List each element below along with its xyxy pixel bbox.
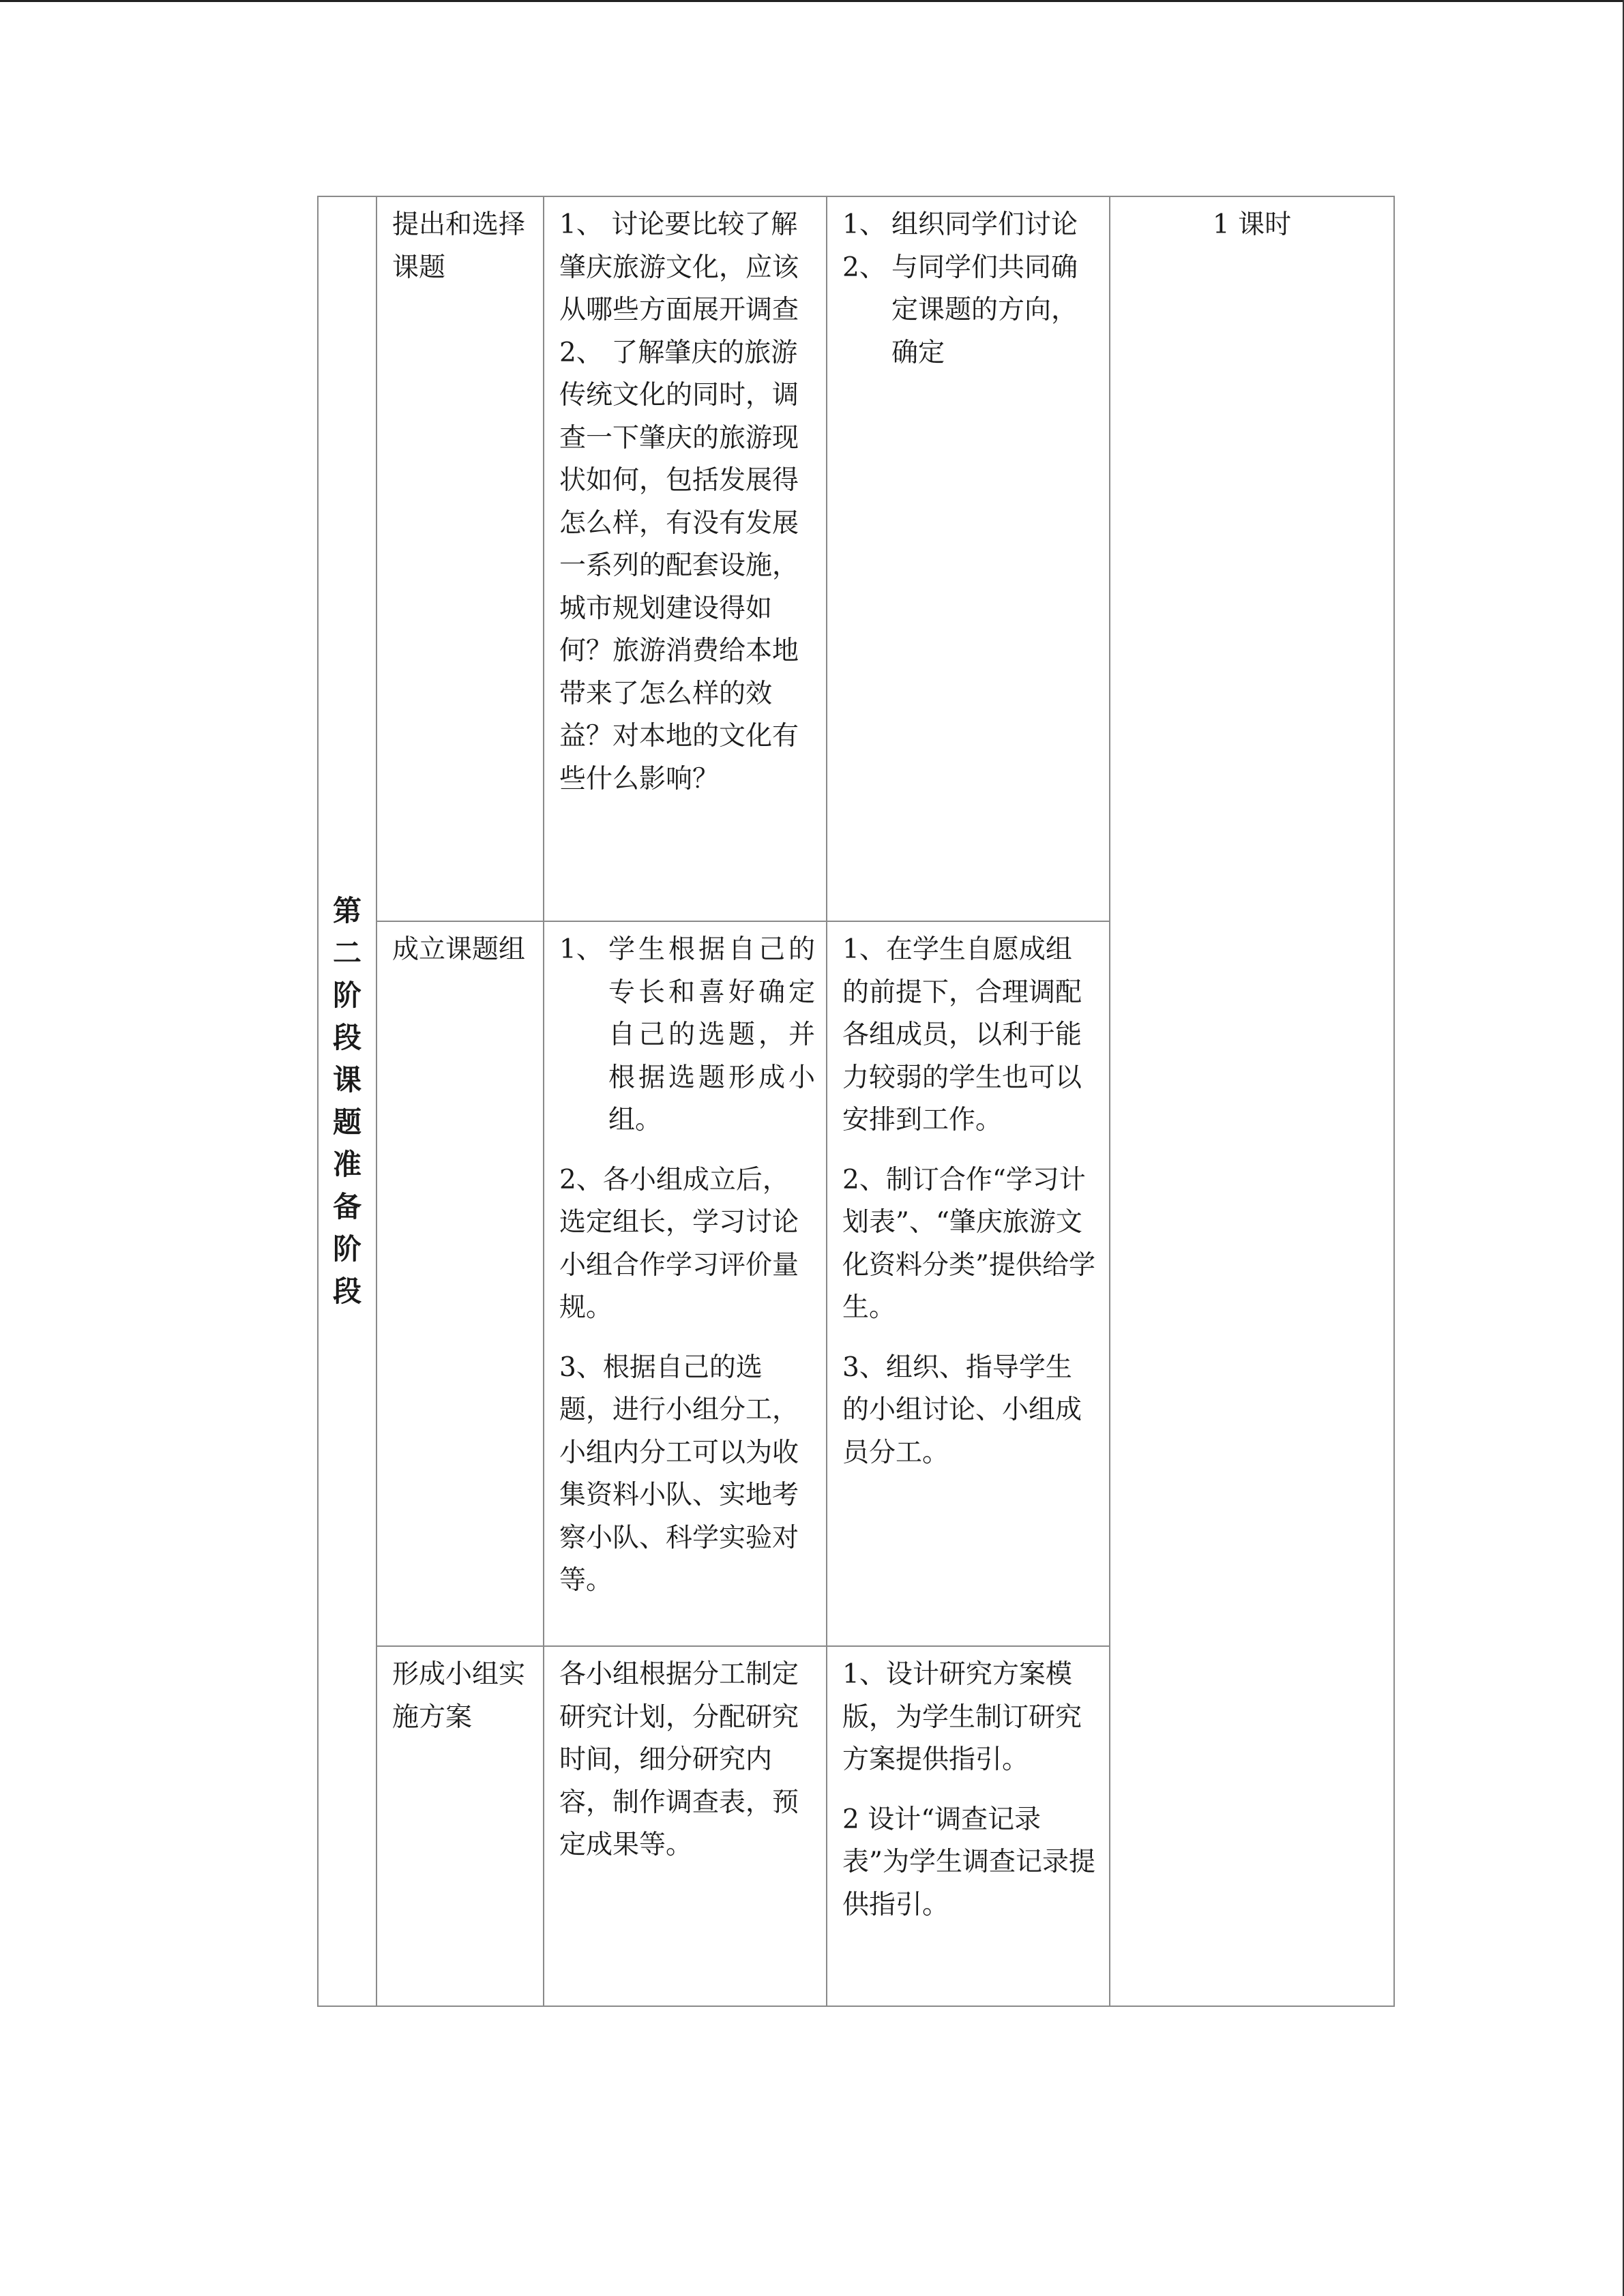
student-activity-cell [544,1646,827,2006]
list-item: 3、根据自己的选题，进行小组分工，小组内分工可以为收集资料小队、实地考察小队、科学实验对等。 [559,1352,799,1596]
lesson-plan-table [317,196,1395,2007]
hours-cell [1110,196,1394,2006]
page-top-rule [0,0,1624,2]
teacher-activity-cell [827,1646,1110,2006]
list-item: 各小组根据分工制定研究计划，分配研究时间，细分研究内容，制作调查表，预定成果等。 [559,1659,799,1860]
list-item: 2、制订合作“学习计划表”、“肇庆旅游文化资料分类”提供给学生。 [842,1164,1095,1323]
list-item: 2、 与同学们共同确定课题的方向，确定 [842,252,1078,368]
student-activity-cell [544,196,827,921]
activity-cell [377,921,544,1646]
list-item: 1、设计研究方案模版，为学生制订研究方案提供指引。 [842,1659,1082,1775]
stage-cell [318,196,377,2006]
student-activity-cell [544,921,827,1646]
activity-cell [377,196,544,921]
teacher-activity-cell [827,921,1110,1646]
list-item: 1、在学生自愿成组的前提下，合理调配各组成员，以利于能力较弱的学生也可以安排到工作。 [842,934,1082,1135]
list-item: 1、 组织同学们讨论 [842,209,1078,240]
activity-label: 形成小组实施方案 [392,1659,526,1733]
list-item: 2 设计“调查记录表”为学生调查记录提供指引。 [842,1804,1095,1920]
list-item: 1、 讨论要比较了解肇庆旅游文化，应该从哪些方面展开调查 [559,209,799,325]
teacher-activity-cell [827,196,1110,921]
class-hours: 1 课时 [1212,209,1292,240]
stage-label: 第 二 阶 段 课 题 准 备 阶 段 [332,894,361,1308]
list-item: 1、 学生根据自己的专长和喜好确定自己的选题，并根据选题形成小组。 [559,934,815,1135]
activity-label: 成立课题组 [392,934,526,965]
table-row [318,196,1394,921]
list-item: 2、 了解肇庆的旅游传统文化的同时，调查一下肇庆的旅游现状如何，包括发展得怎么样，有没有发展一系列的配套设施，城市规划建设得如何？旅游消费给本地带来了怎么样的效益？对本地的文化有些什么影响？ [559,337,799,794]
activity-label: 提出和选择课题 [392,209,526,283]
list-item: 3、组织、指导学生的小组讨论、小组成员分工。 [842,1352,1082,1468]
list-item: 2、各小组成立后，选定组长，学习讨论小组合作学习评价量规。 [559,1164,799,1323]
activity-cell [377,1646,544,2006]
